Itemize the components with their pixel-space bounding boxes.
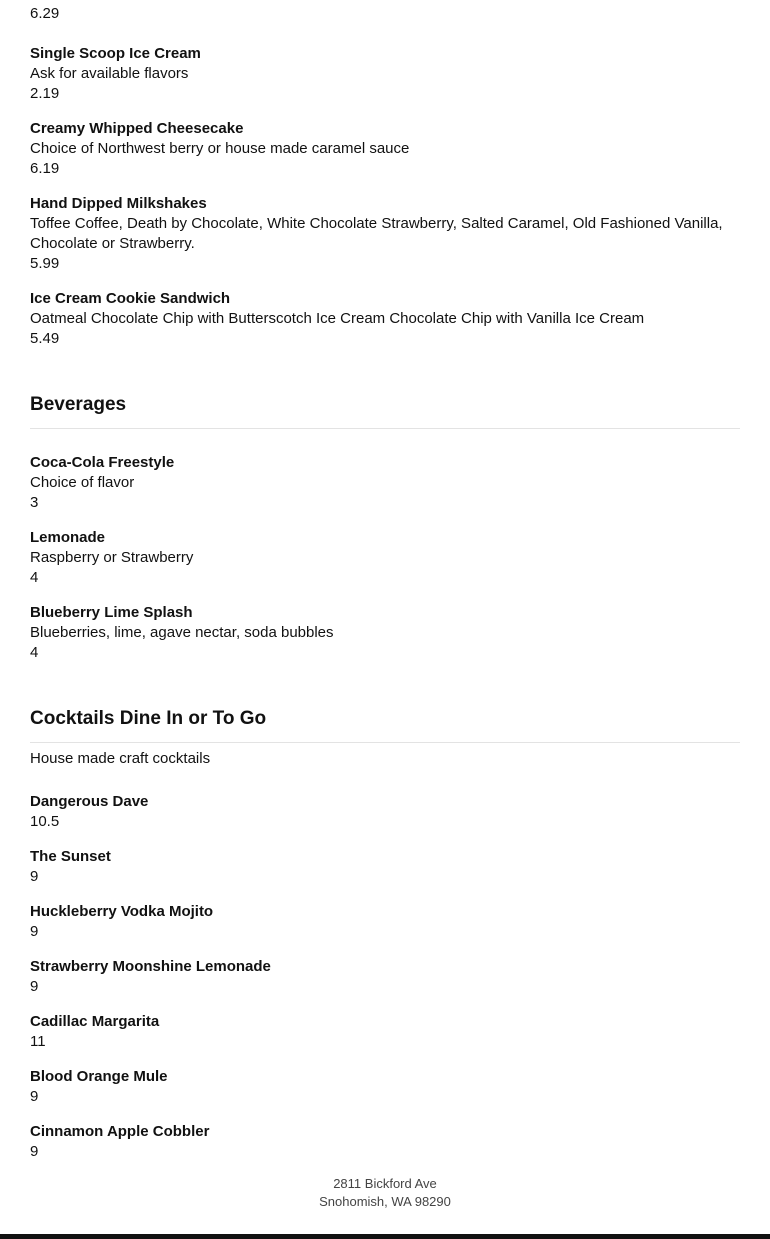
menu-item bbox=[30, 603, 740, 663]
menu-item bbox=[30, 847, 740, 887]
item-price: 5.49 bbox=[30, 330, 60, 347]
item-price: 4 bbox=[30, 569, 39, 586]
item-name: The Sunset bbox=[30, 848, 111, 865]
item-name: Lemonade bbox=[30, 529, 106, 546]
menu-item bbox=[30, 528, 740, 588]
cocktails-section bbox=[30, 678, 740, 1162]
item-name: Coca-Cola Freestyle bbox=[30, 454, 175, 471]
item-name: Cadillac Margarita bbox=[30, 1013, 160, 1030]
menu-item bbox=[30, 902, 740, 942]
item-price: 11 bbox=[30, 1033, 46, 1050]
menu-item bbox=[30, 194, 740, 274]
menu-item-cutoff bbox=[30, 4, 740, 24]
item-price: 2.19 bbox=[30, 85, 60, 102]
menu-item bbox=[30, 957, 740, 997]
item-name: Cinnamon Apple Cobbler bbox=[30, 1123, 210, 1140]
item-price: 10.5 bbox=[30, 813, 60, 830]
item-description: Raspberry or Strawberry bbox=[30, 549, 194, 566]
item-price: 6.29 bbox=[30, 5, 60, 22]
item-name: Hand Dipped Milkshakes bbox=[30, 195, 207, 212]
section-intro: House made craft cocktails bbox=[30, 750, 211, 767]
address-line-1: 2811 Bickford Ave bbox=[333, 1176, 437, 1191]
beverages-section bbox=[30, 364, 740, 663]
menu-item bbox=[30, 289, 740, 349]
menu-item bbox=[30, 792, 740, 832]
item-name: Single Scoop Ice Cream bbox=[30, 45, 201, 62]
address-line-2: Snohomish, WA 98290 bbox=[319, 1194, 451, 1209]
item-description: Ask for available flavors bbox=[30, 65, 189, 82]
item-price: 9 bbox=[30, 1088, 39, 1105]
item-price: 9 bbox=[30, 868, 39, 885]
item-price: 5.99 bbox=[30, 255, 60, 272]
item-name: Strawberry Moonshine Lemonade bbox=[30, 958, 271, 975]
menu-item bbox=[30, 119, 740, 179]
item-name: Dangerous Dave bbox=[30, 793, 149, 810]
item-name: Ice Cream Cookie Sandwich bbox=[30, 290, 231, 307]
section-title: Cocktails Dine In or To Go bbox=[30, 678, 740, 743]
item-price: 9 bbox=[30, 978, 39, 995]
bottom-bar bbox=[0, 1234, 770, 1239]
menu-content bbox=[30, 0, 740, 1177]
menu-item bbox=[30, 44, 740, 104]
section-items bbox=[30, 792, 740, 1162]
desserts-section bbox=[30, 39, 740, 349]
item-price: 4 bbox=[30, 644, 39, 661]
item-description: Blueberries, lime, agave nectar, soda bubbles bbox=[30, 624, 334, 641]
item-price: 9 bbox=[30, 923, 39, 940]
menu-item bbox=[30, 1067, 740, 1107]
section-title: Beverages bbox=[30, 364, 740, 429]
menu-item bbox=[30, 1012, 740, 1052]
item-description: Toffee Coffee, Death by Chocolate, White Chocolate Strawberry, Salted Caramel, Old Fashioned Vanilla, Chocolate or Strawberry. bbox=[30, 215, 723, 252]
menu-item bbox=[30, 453, 740, 513]
item-name: Blood Orange Mule bbox=[30, 1068, 168, 1085]
item-description: Oatmeal Chocolate Chip with Butterscotch Ice Cream Chocolate Chip with Vanilla Ice Cream bbox=[30, 310, 645, 327]
item-name: Huckleberry Vodka Mojito bbox=[30, 903, 214, 920]
item-price: 3 bbox=[30, 494, 39, 511]
item-price: 9 bbox=[30, 1143, 39, 1160]
item-price: 6.19 bbox=[30, 160, 60, 177]
section-items bbox=[30, 429, 740, 663]
footer-address bbox=[0, 1175, 770, 1211]
item-description: Choice of flavor bbox=[30, 474, 135, 491]
item-name: Creamy Whipped Cheesecake bbox=[30, 120, 244, 137]
item-name: Blueberry Lime Splash bbox=[30, 604, 193, 621]
item-description: Choice of Northwest berry or house made caramel sauce bbox=[30, 140, 410, 157]
menu-item bbox=[30, 1122, 740, 1162]
